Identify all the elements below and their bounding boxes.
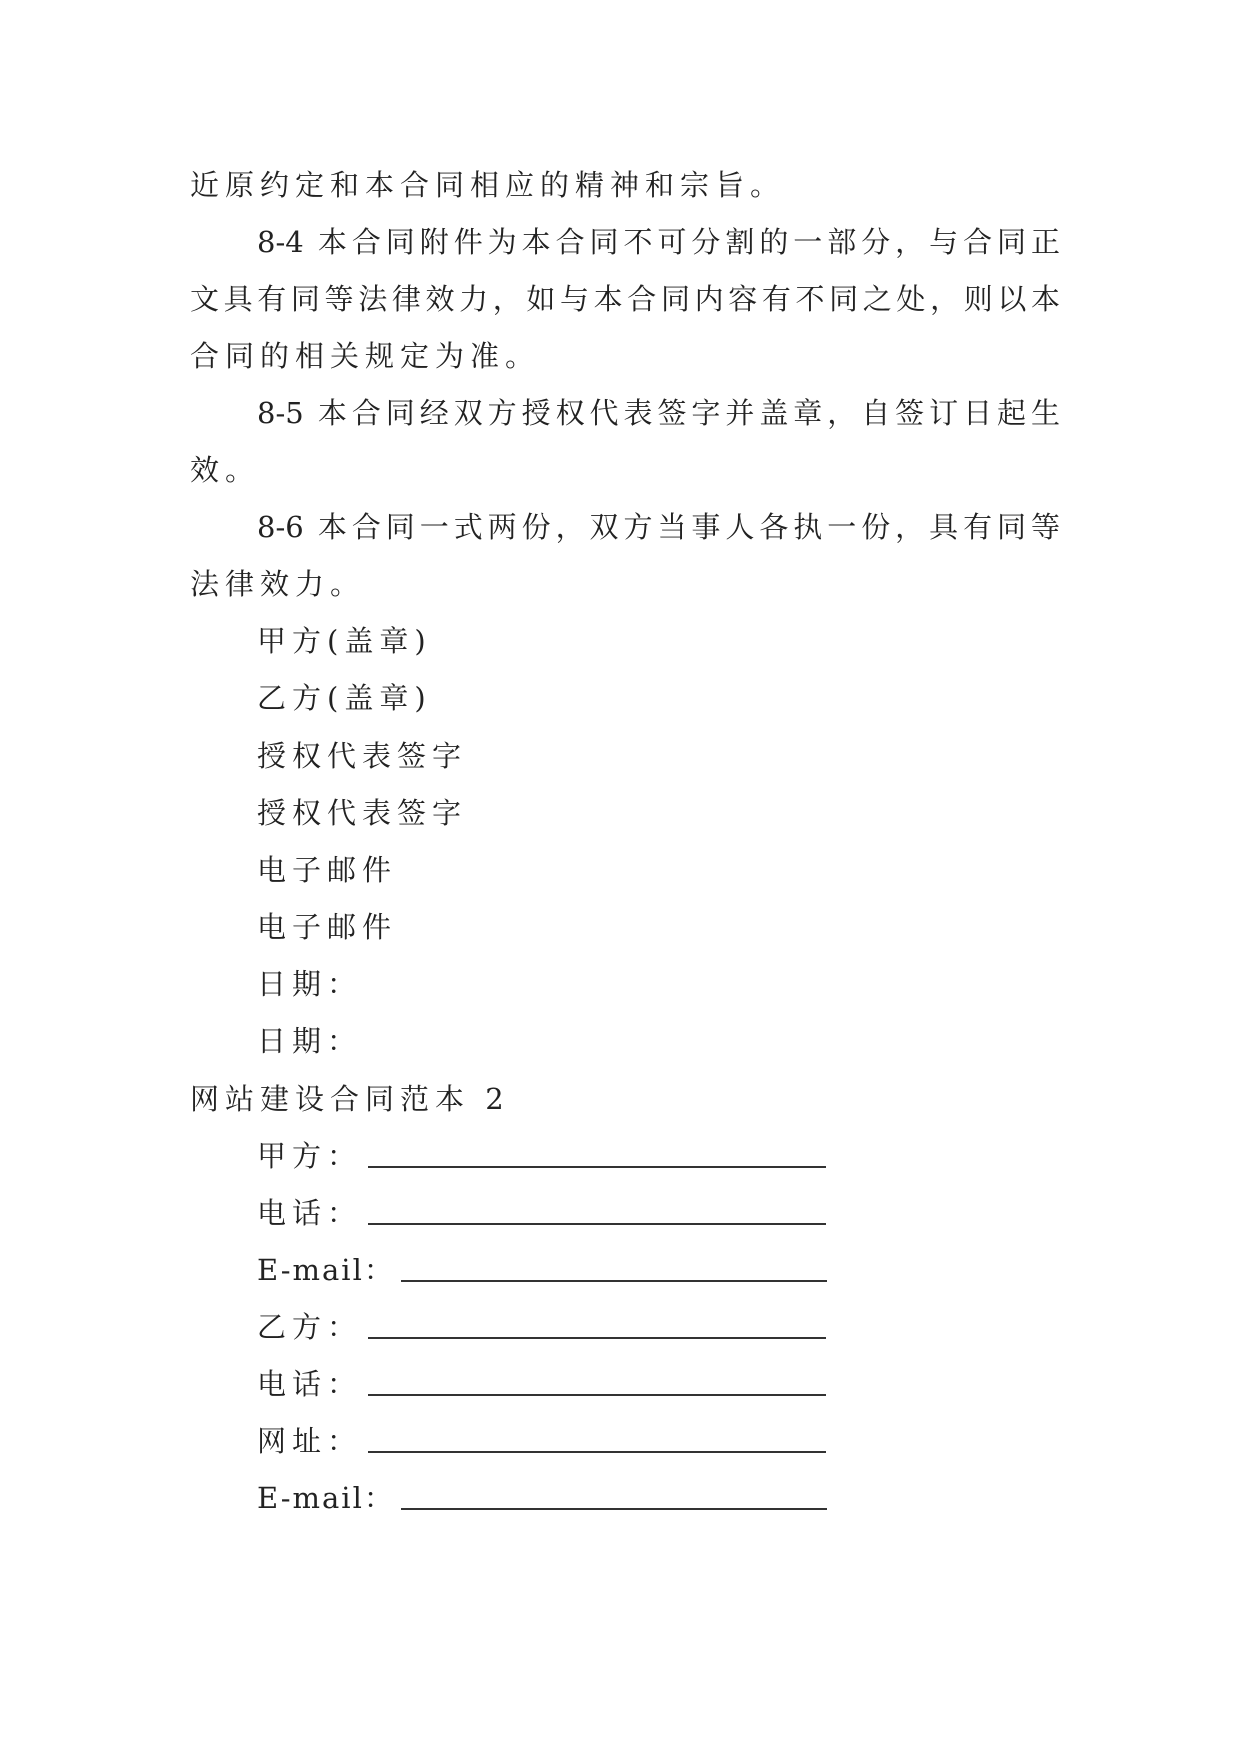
blank-underline <box>368 1337 826 1339</box>
form-field-label: 网址： <box>257 1424 363 1458</box>
blank-underline <box>401 1280 827 1282</box>
section-title: 网站建设合同范本 2 <box>190 1082 510 1116</box>
clause-8-4-line-2: 文具有同等法律效力，如与本合同内容有不同之处，则以本 <box>190 282 1060 316</box>
form-field-label: 电话： <box>257 1367 363 1401</box>
clause-8-4-line-1: 8-4 本合同附件为本合同不可分割的一部分，与合同正 <box>257 225 1060 259</box>
form-field-party-a <box>257 1136 826 1176</box>
blank-underline <box>368 1166 826 1168</box>
form-field-party-b <box>257 1307 826 1347</box>
clause-8-4-line-3: 合同的相关规定为准。 <box>190 339 541 373</box>
clause-8-5-line-1: 8-5 本合同经双方授权代表签字并盖章，自签订日起生 <box>257 396 1060 430</box>
form-field-email-a <box>257 1250 827 1290</box>
clause-8-6-line-1: 8-6 本合同一式两份，双方当事人各执一份，具有同等 <box>257 510 1060 544</box>
form-field-label: 电话： <box>257 1196 363 1230</box>
form-field-website <box>257 1421 826 1461</box>
form-field-phone-a <box>257 1193 826 1233</box>
clause-8-6-line-2: 法律效力。 <box>190 567 366 601</box>
blank-underline <box>368 1394 826 1396</box>
clause-8-5-line-2: 效。 <box>190 453 261 487</box>
form-field-label: E-mail： <box>257 1253 395 1287</box>
signature-authorized-rep-a: 授权代表签字 <box>257 739 468 773</box>
form-field-label: 甲方： <box>257 1139 363 1173</box>
signature-date-b: 日期： <box>257 1024 363 1058</box>
signature-authorized-rep-b: 授权代表签字 <box>257 796 468 830</box>
form-field-label: 乙方： <box>257 1310 363 1344</box>
paragraph-line: 近原约定和本合同相应的精神和宗旨。 <box>190 168 786 202</box>
signature-date-a: 日期： <box>257 967 363 1001</box>
signature-email-a: 电子邮件 <box>257 853 398 887</box>
blank-underline <box>368 1451 826 1453</box>
blank-underline <box>401 1508 827 1510</box>
form-field-phone-b <box>257 1364 826 1404</box>
form-field-label: E-mail： <box>257 1481 395 1515</box>
signature-party-a-seal: 甲方(盖章) <box>257 624 432 658</box>
form-field-email-b <box>257 1478 827 1518</box>
signature-party-b-seal: 乙方(盖章) <box>257 681 432 715</box>
signature-email-b: 电子邮件 <box>257 910 398 944</box>
blank-underline <box>368 1223 826 1225</box>
